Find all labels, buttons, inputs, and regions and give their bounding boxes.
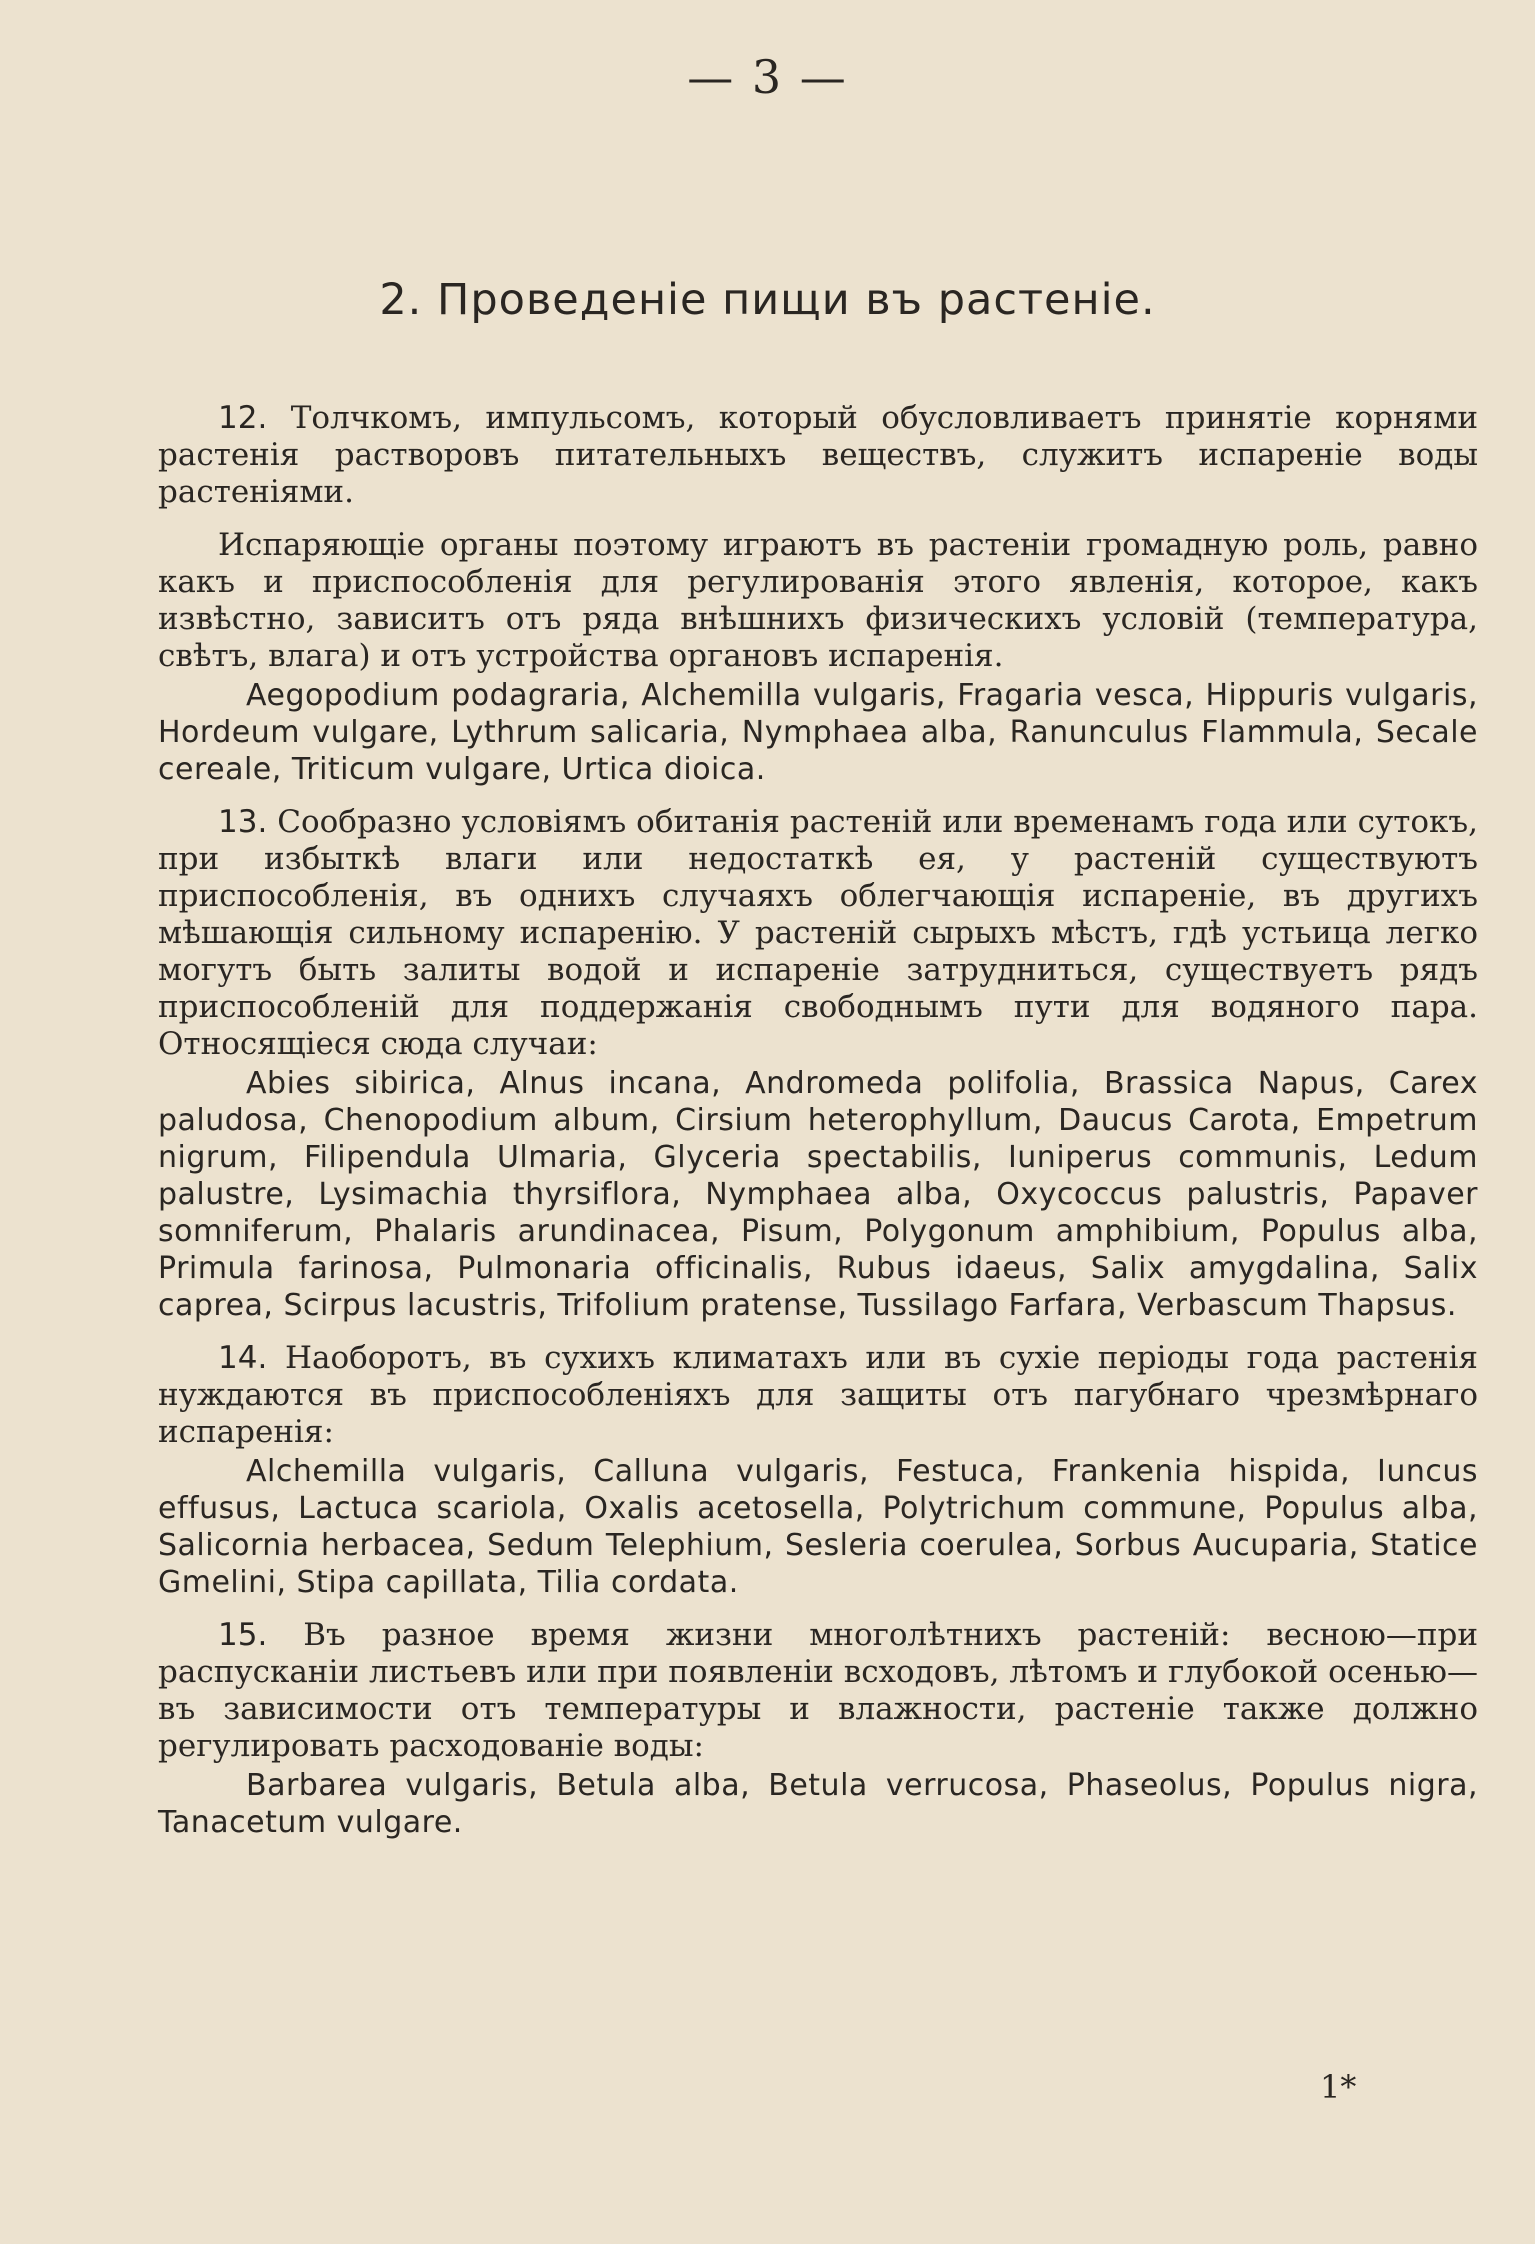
species-list-3: Alchemilla vulgaris, Calluna vulgaris, Festuca, Frankenia hispida, Iuncus effusus, Lactuca scariola, Oxalis acetosella, Polytrichum commune, Populus alba, Salicornia herbacea, Sedum Telephium, Sesleria coerulea, Sorbus Aucuparia, Statice Gmelini, Stipa capillata, Tilia cordata. [158, 1454, 1478, 1600]
body-text [158, 400, 1478, 1841]
paragraph-number: 12. [218, 400, 268, 436]
section-title: 2. Проведенiе пищи въ растенiе. [379, 275, 1156, 325]
paragraph-number: 14. [218, 1340, 268, 1376]
paragraph-12-continued [158, 527, 1478, 675]
species-list-4: Barbarea vulgaris, Betula alba, Betula verrucosa, Phaseolus, Populus nigra, Tanacetum vulgare. [158, 1768, 1478, 1840]
page-number: — 3 — [687, 50, 848, 104]
paragraph-15 [158, 1617, 1478, 1765]
species-list-1: Aegopodium podagraria, Alchemilla vulgaris, Fragaria vesca, Hippuris vulgaris, Hordeum vulgare, Lythrum salicaria, Nymphaea alba, Ranunculus Flammula, Secale cereale, Triticum vulgare, Urtica dioica. [158, 678, 1478, 787]
paragraph-text: Толчкомъ, импульсомъ, который обусловливаетъ принятiе корнями растенiя растворовъ питательныхъ веществъ, служитъ испаренiе воды растенiями. [158, 400, 1478, 510]
paragraph-text: Въ разное время жизни многолѣтнихъ растенiй: весною—при распусканiи листьевъ или при появленiи всходовъ, лѣтомъ и глубокой осенью—въ зависимости отъ температуры и влажности, растенiе также должно регулировать расходованiе воды: [158, 1617, 1478, 1764]
paragraph-12 [158, 400, 1478, 511]
paragraph-text: Наоборотъ, въ сухихъ климатахъ или въ сухiе перiоды года растенiя нуждаются въ приспособленiяхъ для защиты отъ пагубнаго чрезмѣрнаго испаренiя: [158, 1340, 1478, 1450]
signature-mark: 1* [1320, 2068, 1357, 2106]
paragraph-number: 13. [218, 804, 268, 840]
paragraph-14 [158, 1340, 1478, 1451]
paragraph-13 [158, 804, 1478, 1063]
paragraph-text: Сообразно условiямъ обитанiя растенiй или временамъ года или сутокъ, при избыткѣ влаги или недостаткѣ ея, у растенiй существуютъ приспособленiя, въ однихъ случаяхъ облегчающiя испаренiе, въ другихъ мѣшающiя сильному испаренiю. У растенiй сырыхъ мѣстъ, гдѣ устьица легко могутъ быть залиты водой и испаренiе затрудниться, существуетъ рядъ приспособленiй для поддержанiя свободнымъ пути для водяного пара. Относящiеся сюда случаи: [158, 804, 1478, 1062]
paragraph-text: Испаряющiе органы поэтому играютъ въ растенiи громадную роль, равно какъ и приспособленiя для регулированiя этого явленiя, которое, какъ извѣстно, зависитъ отъ ряда внѣшнихъ физическихъ условiй (температура, свѣтъ, влага) и отъ устройства органовъ испаренiя. [158, 527, 1478, 674]
species-list-2: Abies sibirica, Alnus incana, Andromeda polifolia, Brassica Napus, Carex paludosa, Chenopodium album, Cirsium heterophyllum, Daucus Carota, Empetrum nigrum, Filipendula Ulmaria, Glyceria spectabilis, Iuniperus communis, Ledum palustre, Lysimachia thyrsiflora, Nymphaea alba, Oxycoccus palustris, Papaver somniferum, Phalaris arundinacea, Pisum, Polygonum amphibium, Populus alba, Primula farinosa, Pulmonaria officinalis, Rubus idaeus, Salix amygdalina, Salix caprea, Scirpus lacustris, Trifolium pratense, Tussilago Farfara, Verbascum Thapsus. [158, 1066, 1478, 1323]
paragraph-number: 15. [218, 1617, 268, 1653]
